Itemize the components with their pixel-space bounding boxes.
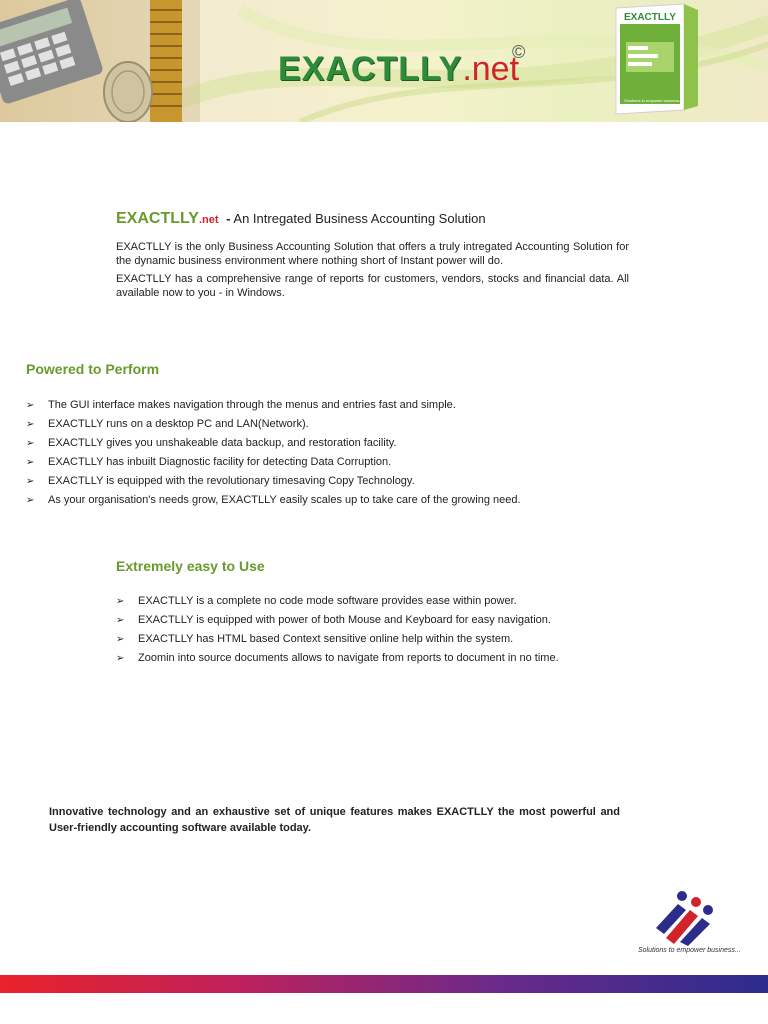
arrow-bullet-icon: ➢ [26,438,35,449]
intro-paragraph-2: EXACTLLY has a comprehensive range of reports for customers, vendors, stocks and financial data. All available now to you - in Windows. [116,273,629,299]
list-item: ➢ EXACTLLY gives you unshakeable data backup, and restoration facility. [26,434,521,453]
footer-gradient-bar [0,975,768,993]
arrow-bullet-icon: ➢ [116,634,125,645]
list-item: ➢ EXACTLLY is equipped with the revolutionary timesaving Copy Technology. [26,472,521,491]
list-item: ➢ Zoomin into source documents allows to navigate from reports to document in no time. [116,649,559,668]
company-logo [652,888,722,946]
brand-suffix: .net [462,50,520,88]
arrow-bullet-icon: ➢ [26,476,35,487]
footer-tagline: Solutions to empower business... [638,947,741,954]
arrow-bullet-icon: ➢ [116,596,125,607]
box-brand: EXACTLLY [624,12,676,23]
intro-title-dash: - [226,211,231,226]
coins-calculator-image [0,0,200,122]
arrow-bullet-icon: ➢ [116,653,125,664]
powered-list [26,396,521,510]
intro-title-suffix: .net [198,214,219,226]
list-item: ➢ EXACTLLY has HTML based Context sensitive online help within the system. [116,630,559,649]
brand-main: EXACTLLY [278,50,463,88]
list-item: ➢ EXACTLLY is a complete no code mode software provides ease within power. [116,592,559,611]
list-item: ➢ EXACTLLY is equipped with power of both Mouse and Keyboard for easy navigation. [116,611,559,630]
closing-statement: Innovative technology and an exhaustive set of unique features makes EXACTLLY the most powerful and User-friendly accounting software available today. [49,806,620,834]
header-banner [0,0,768,122]
intro-title [116,210,486,228]
arrow-bullet-icon: ➢ [26,457,35,468]
easy-heading: Extremely easy to Use [116,558,265,574]
intro-paragraph-1: EXACTLLY is the only Business Accounting Solution that offers a truly intregated Accounting Solution for the dynamic business environment where nothing short of Instant power will do. [116,241,629,267]
easy-list [116,592,559,668]
intro-title-brand: EXACTLLY [116,210,199,227]
powered-heading: Powered to Perform [26,361,160,377]
product-box-image [610,2,702,117]
arrow-bullet-icon: ➢ [26,419,35,430]
arrow-bullet-icon: ➢ [116,615,125,626]
list-item: ➢ EXACTLLY has inbuilt Diagnostic facility for detecting Data Corruption. [26,453,521,472]
intro-title-text: An Intregated Business Accounting Solution [233,211,486,226]
copyright-symbol: © [512,42,527,62]
list-item: ➢ EXACTLLY runs on a desktop PC and LAN(Network). [26,415,521,434]
arrow-bullet-icon: ➢ [26,495,35,506]
box-tagline: Solutions to empower business... [624,98,683,103]
brand-logo [278,42,527,89]
arrow-bullet-icon: ➢ [26,400,35,411]
list-item: ➢ The GUI interface makes navigation through the menus and entries fast and simple. [26,396,521,415]
list-item: ➢ As your organisation's needs grow, EXACTLLY easily scales up to take care of the growing need. [26,491,521,510]
